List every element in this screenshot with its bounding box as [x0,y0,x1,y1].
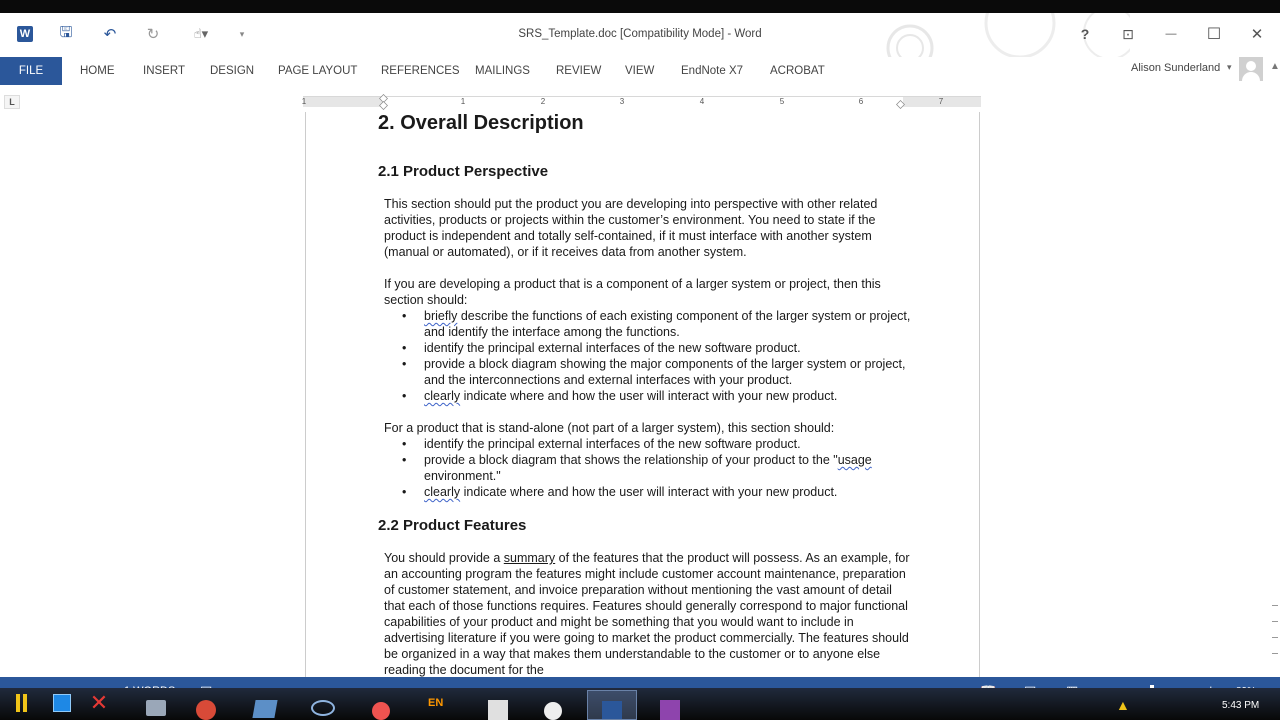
heading-overall-description: 2. Overall Description [378,112,584,134]
tab-review[interactable]: REVIEW [556,65,602,77]
bullet-list [384,308,914,404]
paragraph: For a product that is stand-alone (not part of a larger system), this section should: [384,421,835,435]
taskbar [0,688,1280,720]
right-indent-marker[interactable] [896,100,905,109]
ruler-number: 2 [540,97,546,106]
window-title: SRS_Template.doc [Compatibility Mode] - Word [518,28,762,40]
word-app-icon[interactable]: W [17,26,33,42]
chevron-down-icon[interactable]: ▾ [1227,62,1232,72]
list-item: • provide a block diagram showing the major components of the larger system or project, and the interconnections and external interfaces with your product. [384,356,914,388]
ruler-number: 1 [301,97,307,106]
tab-mailings[interactable]: MAILINGS [475,65,530,77]
heading-product-perspective: 2.1 Product Perspective [378,163,549,180]
list-item: • clearly indicate where and how the user will interact with your new product. [384,484,914,500]
tab-insert[interactable]: INSERT [143,65,185,77]
user-name[interactable]: Alison Sunderland [1131,62,1221,74]
title-bar [0,13,1280,57]
list-item: • identify the principal external interfaces of the new software product. [384,436,914,452]
list-item: • provide a block diagram that shows the relationship of your product to the "usage environment." [384,452,914,484]
document-canvas [0,85,1280,677]
avatar[interactable] [1239,57,1263,81]
close-button[interactable]: ✕ [1250,26,1264,43]
bullet-list [384,436,914,500]
misspelled-word[interactable]: clearly [424,485,461,499]
misspelled-word[interactable]: clearly [424,389,461,403]
ribbon-tabs [0,57,1280,85]
ruler-number: 1 [460,97,466,106]
onenote-icon[interactable] [652,692,688,718]
taskbar-app-icon[interactable] [138,692,174,718]
taskbar-app-icon[interactable] [364,692,400,718]
tab-endnote[interactable]: EndNote X7 [681,65,744,77]
underlined-word: summary [503,551,556,565]
ruler-number: 7 [938,97,944,106]
warning-icon[interactable]: ▲ [1116,697,1130,713]
word-taskbar-button[interactable] [587,690,637,720]
document-page[interactable] [305,112,980,682]
endnote-icon[interactable]: EN [428,697,444,709]
clock[interactable]: 5:43 PM [1222,700,1260,711]
list-item: • identify the principal external interfaces of the new software product. [384,340,914,356]
taskbar-app-icon[interactable] [536,692,572,718]
redo-icon[interactable]: ↻ [146,26,160,43]
misspelled-word[interactable]: briefly [424,309,458,323]
maximize-button[interactable]: ☐ [1206,26,1222,43]
tab-view[interactable]: VIEW [625,65,655,77]
taskbar-app-icon[interactable] [248,692,284,718]
ruler-number: 5 [779,97,785,106]
tab-design[interactable]: DESIGN [210,65,255,77]
ruler-number: 6 [858,97,864,106]
close-app-icon[interactable]: ✕ [89,690,109,715]
misspelled-word[interactable]: usage [837,453,872,467]
list-item: • briefly describe the functions of each existing component of the larger system or project, and identify the interface among the functions. [384,308,914,340]
undo-icon[interactable]: ↶ [103,26,117,43]
taskbar-app-icon[interactable] [305,692,341,718]
help-button[interactable]: ? [1080,26,1090,42]
tab-page-layout[interactable]: PAGE LAYOUT [278,65,358,77]
customize-qat-icon[interactable]: ▾ [239,28,245,39]
touch-mode-icon[interactable]: ☝▾ [193,26,209,41]
heading-product-features: 2.2 Product Features [378,517,527,534]
chrome-icon[interactable] [188,692,224,718]
tab-home[interactable]: HOME [80,65,115,77]
tab-file[interactable]: FILE [0,57,62,85]
tab-references[interactable]: REFERENCES [381,65,460,77]
list-item: • clearly indicate where and how the user will interact with your new product. [384,388,914,404]
ribbon-display-options-icon[interactable]: ⊡ [1122,25,1134,42]
paragraph: You should provide a summary of the features that the product will possess. As an example, for an accounting program the features might include customer account maintenance, preparation of customer statement, and invoice preparation without mentioning the vast amount of detail that each of those functions requires. Features should generally correspond to major functional capabilities of your product and might be something that you would want to include in advertising literature if you were going to market the product commercially. The features should be organized in a way that makes them understandable to the customer or to anyone else reading the document for the [384,551,910,677]
screen-top-edge [0,0,1280,13]
minimize-button[interactable]: — [1165,28,1177,40]
paragraph: This section should put the product you are developing into perspective with other related activities, products or projects within the customer’s environment. You need to state if the product is independent and totally self-contained, if it must interface with another system (manual or automated), or if it receives data from another system. [384,197,878,259]
taskbar-app-icon[interactable] [480,692,516,718]
tab-stop-selector[interactable]: L [4,95,20,109]
tab-acrobat[interactable]: ACROBAT [770,65,825,77]
horizontal-ruler[interactable] [303,96,981,107]
paragraph: If you are developing a product that is a component of a larger system or project, then this section should: [384,277,881,307]
taskbar-app-icon[interactable] [50,692,74,718]
ruler-number: 4 [699,97,705,106]
start-icon[interactable] [10,692,36,718]
ruler-number: 3 [619,97,625,106]
save-icon[interactable]: 🖫 [59,23,73,41]
collapse-ribbon-icon[interactable]: ▲ [1270,61,1280,72]
